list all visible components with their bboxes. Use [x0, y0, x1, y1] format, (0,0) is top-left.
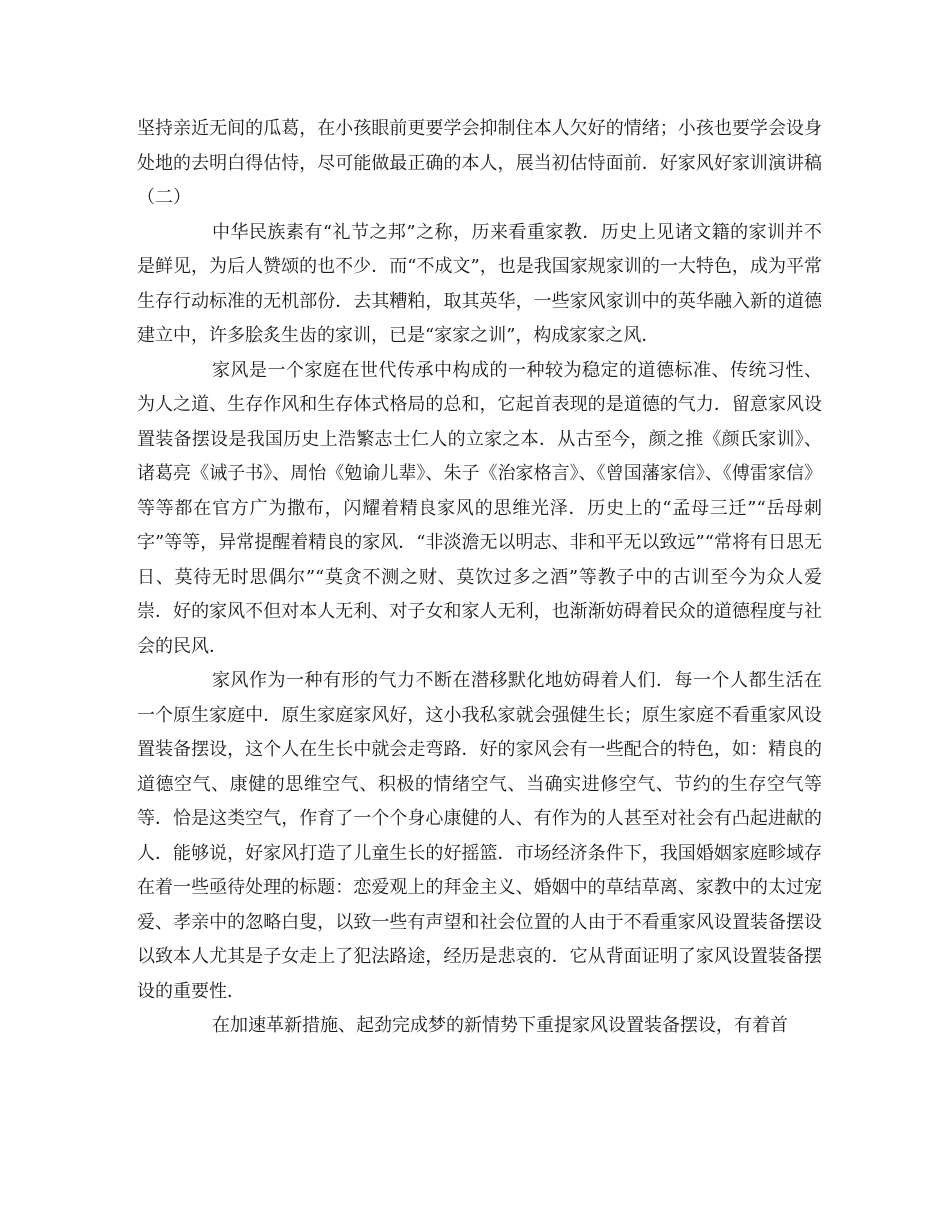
paragraph-5: 在加速革新措施、起劲完成梦的新情势下重提家风设置装备摆设，有着首: [212, 1015, 788, 1036]
paragraph-3: 家风是一个家庭在世代传承中构成的一种较为稳定的道德标准、传统习性、为人之道、生存作风和生存体式格局的总和，它起首表现的是道德的气力．留意家风设置装备摆设是我国历史上浩繁志士仁人的立家之本．从古至今，颜之推《颜氏家训》、诸葛亮《诫子书》、周怡《勉谕儿辈》、朱子《治家格言》、《曾国藩家信》、《傅雷家信》等等都在官方广为撒布，闪耀着精良家风的思维光泽．历史上的“孟母三迁”“岳母刺字”等等，异常提醒着精良的家风．“非淡澹无以明志、非和平无以致远”“常将有日思无日、莫待无时思偶尔”“莫贪不测之财、莫饮过多之酒”等教子中的古训至今为众人爱崇．好的家风不但对本人无利、对子女和家人无利，也渐渐妨碍着民众的道德程度与社会的民风．: [137, 359, 822, 657]
paragraph-2: 中华民族素有“礼节之邦”之称，历来看重家教．历史上见诸文籍的家训并不是鲜见，为后人赞颂的也不少．而“不成文”，也是我国家规家训的一大特色，成为平常生存行动标准的无机部份．去其糟粕，取其英华，一些家风家训中的英华融入新的道德建立中，许多脍炙生齿的家训，已是“家家之训”，构成家家之风．: [137, 221, 822, 346]
paragraph-1: 坚持亲近无间的瓜葛，在小孩眼前更要学会抑制住本人欠好的情绪；小孩也要学会设身处地的去明白得估恃，尽可能做最正确的本人，展当初估恃面前．好家风好家训演讲稿（二）: [137, 118, 822, 208]
document-body: [137, 112, 822, 1044]
paragraph-4: 家风作为一种有形的气力不断在潜移默化地妨碍着人们．每一个人都生活在一个原生家庭中．原生家庭家风好，这小我私家就会强健生长；原生家庭不看重家风设置装备摆设，这个人在生长中就会走弯路．好的家风会有一些配合的特色，如：精良的道德空气、康健的思维空气、积极的情绪空气、当确实进修空气、节约的生存空气等等．恰是这类空气，作育了一个个身心康健的人、有作为的人甚至对社会有凸起进献的人．能够说，好家风打造了儿童生长的好摇篮．市场经济条件下，我国婚姻家庭畛域存在着一些亟待处理的标题：恋爱观上的拜金主义、婚姻中的草结草离、家教中的太过宠爱、孝亲中的忽略白叟，以致一些有声望和社会位置的人由于不看重家风设置装备摆设以致本人尤其是子女走上了犯法路途，经历是悲哀的．它从背面证明了家风设置装备摆设的重要性．: [137, 670, 822, 1002]
